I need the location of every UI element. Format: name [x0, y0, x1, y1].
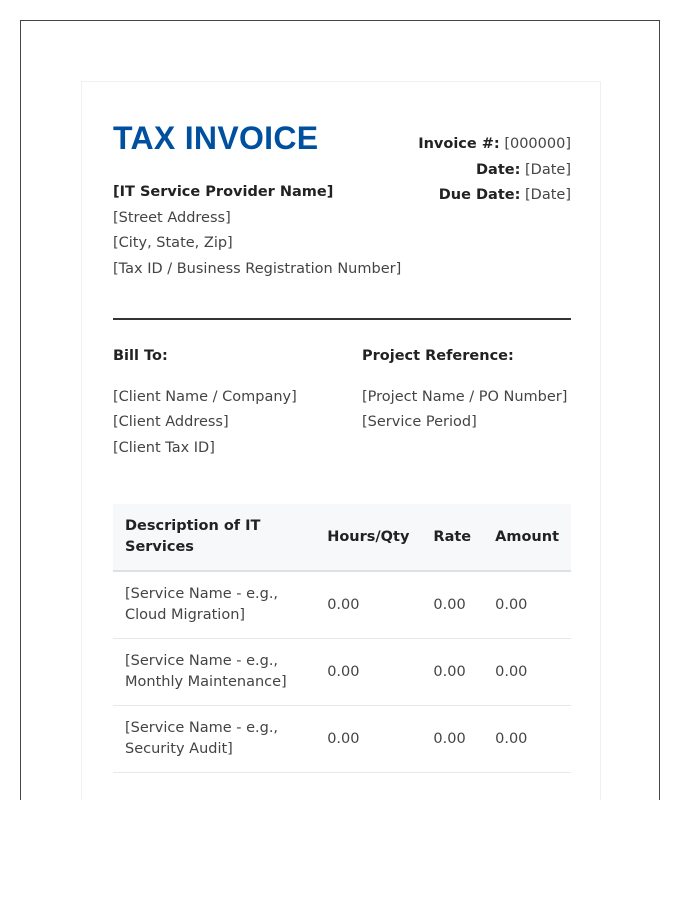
invoice-number-value: [000000] [504, 136, 571, 152]
cell-rate: 0.00 [421, 571, 483, 639]
invoice-meta [418, 132, 571, 209]
cell-amount: 0.00 [483, 706, 571, 773]
invoice-title: TAX INVOICE [113, 120, 319, 156]
page-frame [20, 20, 660, 800]
client-address: [Client Address] [113, 414, 229, 430]
table-header-row [113, 504, 571, 571]
cell-hours: 0.00 [315, 639, 421, 706]
cell-hours: 0.00 [315, 571, 421, 639]
due-date-label: Due Date: [438, 187, 521, 203]
invoice-date-line [418, 158, 571, 184]
client-tax-id: [Client Tax ID] [113, 439, 215, 456]
invoice-number-label: Invoice #: [418, 136, 500, 152]
due-date-value: [Date] [525, 187, 571, 203]
invoice-document [81, 81, 601, 800]
provider-block [113, 180, 401, 282]
services-table [113, 504, 571, 773]
bill-to-heading: Bill To: [113, 348, 168, 364]
cell-rate: 0.00 [421, 639, 483, 706]
cell-rate: 0.00 [421, 706, 483, 773]
service-period: [Service Period] [362, 414, 477, 430]
column-header-rate: Rate [421, 504, 483, 571]
cell-hours: 0.00 [315, 706, 421, 773]
table-row [113, 706, 571, 773]
client-name: [Client Name / Company] [113, 388, 297, 405]
cell-amount: 0.00 [483, 639, 571, 706]
column-header-hours: Hours/Qty [315, 504, 421, 571]
provider-tax-id: [Tax ID / Business Registration Number] [113, 260, 402, 277]
column-header-amount: Amount [483, 504, 571, 571]
bill-to-block [113, 344, 297, 461]
column-header-description: Description of IT Services [113, 504, 315, 571]
header-divider [113, 318, 571, 320]
cell-description: [Service Name - e.g., Monthly Maintenance] [113, 639, 315, 706]
provider-street: [Street Address] [113, 209, 231, 226]
cell-description: [Service Name - e.g., Cloud Migration] [113, 571, 315, 639]
invoice-date-value: [Date] [525, 161, 571, 178]
cell-description: [Service Name - e.g., Security Audit] [113, 706, 315, 773]
cell-amount: 0.00 [483, 571, 571, 639]
provider-name: [IT Service Provider Name] [113, 184, 334, 200]
invoice-number-line [418, 132, 571, 158]
project-reference-heading: Project Reference: [362, 348, 514, 364]
invoice-date-label: Date: [476, 161, 521, 178]
project-reference-block [362, 344, 567, 436]
provider-city: [City, State, Zip] [113, 235, 233, 251]
table-row [113, 639, 571, 706]
project-name: [Project Name / PO Number] [362, 388, 568, 405]
invoice-due-date-line [418, 183, 571, 209]
table-row [113, 571, 571, 639]
